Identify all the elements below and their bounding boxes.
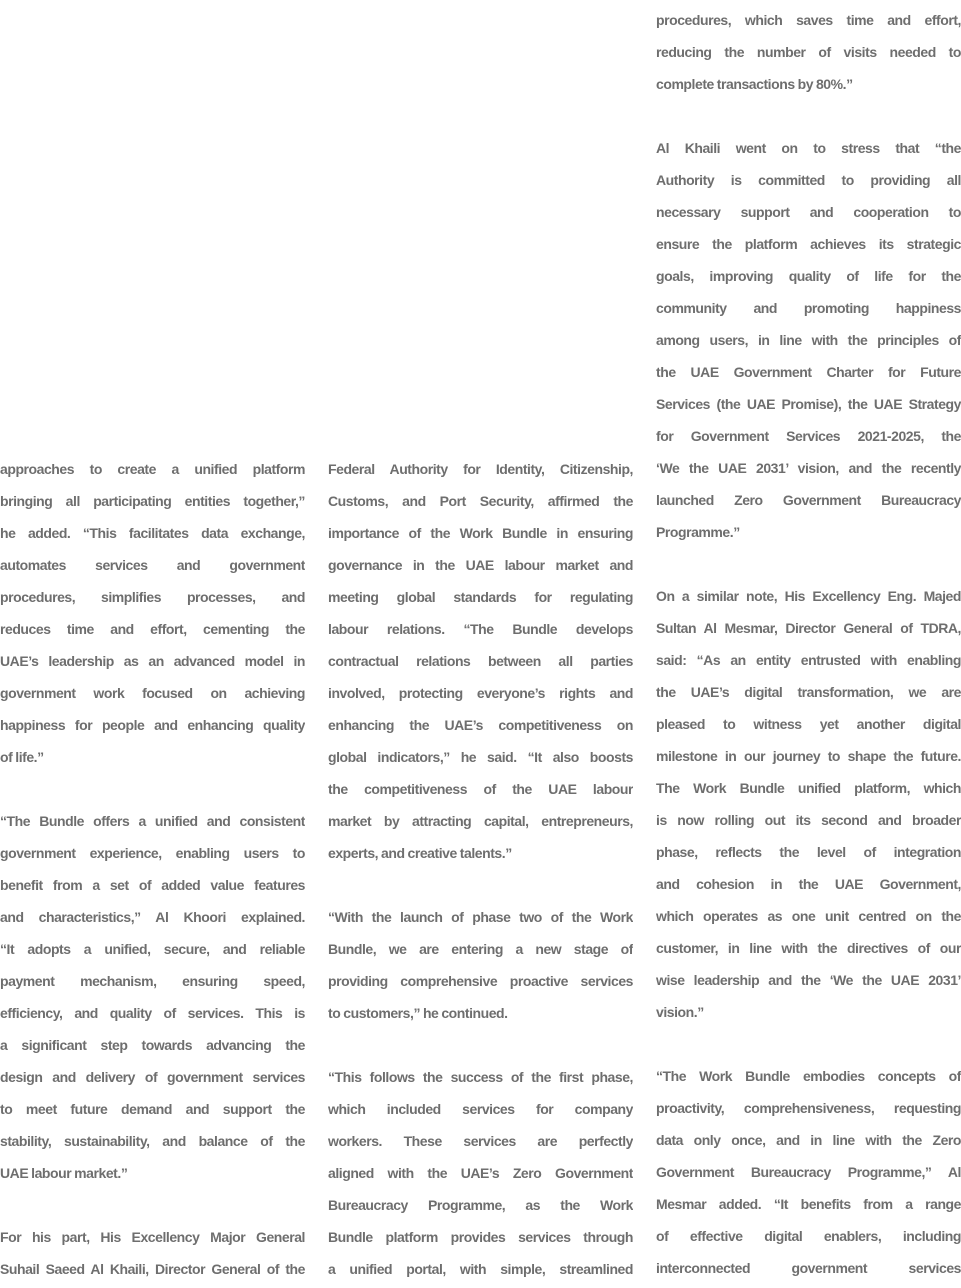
text-line: he added. “This facilitates data exchange, [0, 525, 305, 541]
text-line: phase, reflects the level of integration [656, 844, 961, 860]
text-line: which operates as one unit centred on the [656, 908, 961, 924]
text-line: for Government Services 2021-2025, the [656, 428, 961, 444]
text-line: happiness for people and enhancing quality [0, 717, 305, 733]
text-line: and cohesion in the UAE Government, [656, 876, 961, 892]
text-line: the UAE’s digital transformation, we are [656, 684, 961, 700]
text-line: Sultan Al Mesmar, Director General of TDRA, [656, 620, 961, 636]
paragraph-spacer [656, 551, 961, 583]
text-line: procedures, simplifies processes, and [0, 589, 305, 605]
paragraph-spacer [656, 1031, 961, 1063]
text-line: said: “As an entity entrusted with enabling [656, 652, 961, 668]
text-line: procedures, which saves time and effort, [656, 12, 961, 28]
text-line: For his part, His Excellency Major General [0, 1229, 305, 1245]
text-line: On a similar note, His Excellency Eng. Majed [656, 588, 961, 604]
text-line: Authority is committed to providing all [656, 172, 961, 188]
text-line: UAE’s leadership as an advanced model in [0, 653, 305, 669]
text-line: reducing the number of visits needed to [656, 44, 961, 60]
text-line: Federal Authority for Identity, Citizenship, [328, 461, 633, 477]
text-line: Services (the UAE Promise), the UAE Strategy [656, 396, 961, 412]
text-line: benefit from a set of added value features [0, 877, 305, 893]
text-line: Al Khaili went on to stress that “the [656, 140, 961, 156]
text-line: of effective digital enablers, including [656, 1228, 961, 1244]
text-line: vision.” [656, 1004, 704, 1020]
text-line: “With the launch of phase two of the Work [328, 909, 633, 925]
paragraph-spacer [656, 103, 961, 135]
text-line: efficiency, and quality of services. This is [0, 1005, 305, 1021]
text-line: UAE labour market.” [0, 1165, 128, 1181]
text-line: proactivity, comprehensiveness, requesting [656, 1100, 961, 1116]
text-line: design and delivery of government services [0, 1069, 305, 1085]
text-line: a significant step towards advancing the [0, 1037, 305, 1053]
text-line: stability, sustainability, and balance of the [0, 1133, 305, 1149]
text-line: Programme.” [656, 524, 740, 540]
text-line: involved, protecting everyone’s rights and [328, 685, 633, 701]
text-line: experts, and creative talents.” [328, 845, 512, 861]
text-line: of life.” [0, 749, 44, 765]
text-line: contractual relations between all parties [328, 653, 633, 669]
paragraph-spacer [0, 1192, 305, 1224]
text-line: Bureaucracy Programme, as the Work [328, 1197, 633, 1213]
text-line: Bundle, we are entering a new stage of [328, 941, 633, 957]
text-line: community and promoting happiness [656, 300, 961, 316]
text-line: Mesmar added. “It benefits from a range [656, 1196, 961, 1212]
text-line: importance of the Work Bundle in ensuring [328, 525, 633, 541]
text-line: government experience, enabling users to [0, 845, 305, 861]
text-line: the UAE Government Charter for Future [656, 364, 961, 380]
text-line: “It adopts a unified, secure, and reliable [0, 941, 305, 957]
text-line: workers. These services are perfectly [328, 1133, 633, 1149]
text-line: The Work Bundle unified platform, which [656, 780, 961, 796]
text-line: to customers,” he continued. [328, 1005, 508, 1021]
text-line: “The Work Bundle embodies concepts of [656, 1068, 961, 1084]
text-line: complete transactions by 80%.” [656, 76, 853, 92]
text-line: Bundle platform provides services through [328, 1229, 633, 1245]
text-line: labour relations. “The Bundle develops [328, 621, 633, 637]
text-line: payment mechanism, ensuring speed, [0, 973, 305, 989]
text-line: goals, improving quality of life for the [656, 268, 961, 284]
text-line: milestone in our journey to shape the future. [656, 748, 961, 764]
text-line: which included services for company [328, 1101, 633, 1117]
text-line: “This follows the success of the first phase, [328, 1069, 633, 1085]
text-line: meeting global standards for regulating [328, 589, 633, 605]
paragraph-spacer [0, 776, 305, 808]
text-line: “The Bundle offers a unified and consistent [0, 813, 305, 829]
text-line: global indicators,” he said. “It also boosts [328, 749, 633, 765]
text-line: customer, in line with the directives of our [656, 940, 961, 956]
text-line: data only once, and in line with the Zero [656, 1132, 961, 1148]
text-line: ‘We the UAE 2031’ vision, and the recently [656, 460, 961, 476]
text-line: necessary support and cooperation to [656, 204, 961, 220]
paragraph-spacer [328, 872, 633, 904]
text-line: a unified portal, with simple, streamlined [328, 1261, 633, 1277]
text-line: to meet future demand and support the [0, 1101, 305, 1117]
article-column-2 [328, 456, 633, 1288]
article-column-1 [0, 456, 305, 1288]
text-line: bringing all participating entities together,” [0, 493, 305, 509]
text-line: governance in the UAE labour market and [328, 557, 633, 573]
text-line: market by attracting capital, entrepreneurs, [328, 813, 633, 829]
text-line: approaches to create a unified platform [0, 461, 305, 477]
text-line: among users, in line with the principles of [656, 332, 961, 348]
paragraph-spacer [328, 1032, 633, 1064]
text-line: Customs, and Port Security, affirmed the [328, 493, 633, 509]
article-column-3 [656, 7, 961, 1287]
text-line: Government Bureaucracy Programme,” Al [656, 1164, 961, 1180]
text-line: pleased to witness yet another digital [656, 716, 961, 732]
text-line: the competitiveness of the UAE labour [328, 781, 633, 797]
text-line: and characteristics,” Al Khoori explained. [0, 909, 305, 925]
text-line: ensure the platform achieves its strategic [656, 236, 961, 252]
text-line: government work focused on achieving [0, 685, 305, 701]
text-line: Suhail Saeed Al Khaili, Director General of the [0, 1261, 305, 1277]
text-line: providing comprehensive proactive services [328, 973, 633, 989]
text-line: interconnected government services [656, 1260, 961, 1276]
text-line: reduces time and effort, cementing the [0, 621, 305, 637]
text-line: enhancing the UAE’s competitiveness on [328, 717, 633, 733]
text-line: wise leadership and the ‘We the UAE 2031’ [656, 972, 961, 988]
text-line: automates services and government [0, 557, 305, 573]
text-line: launched Zero Government Bureaucracy [656, 492, 961, 508]
text-line: is now rolling out its second and broader [656, 812, 961, 828]
text-line: aligned with the UAE’s Zero Government [328, 1165, 633, 1181]
